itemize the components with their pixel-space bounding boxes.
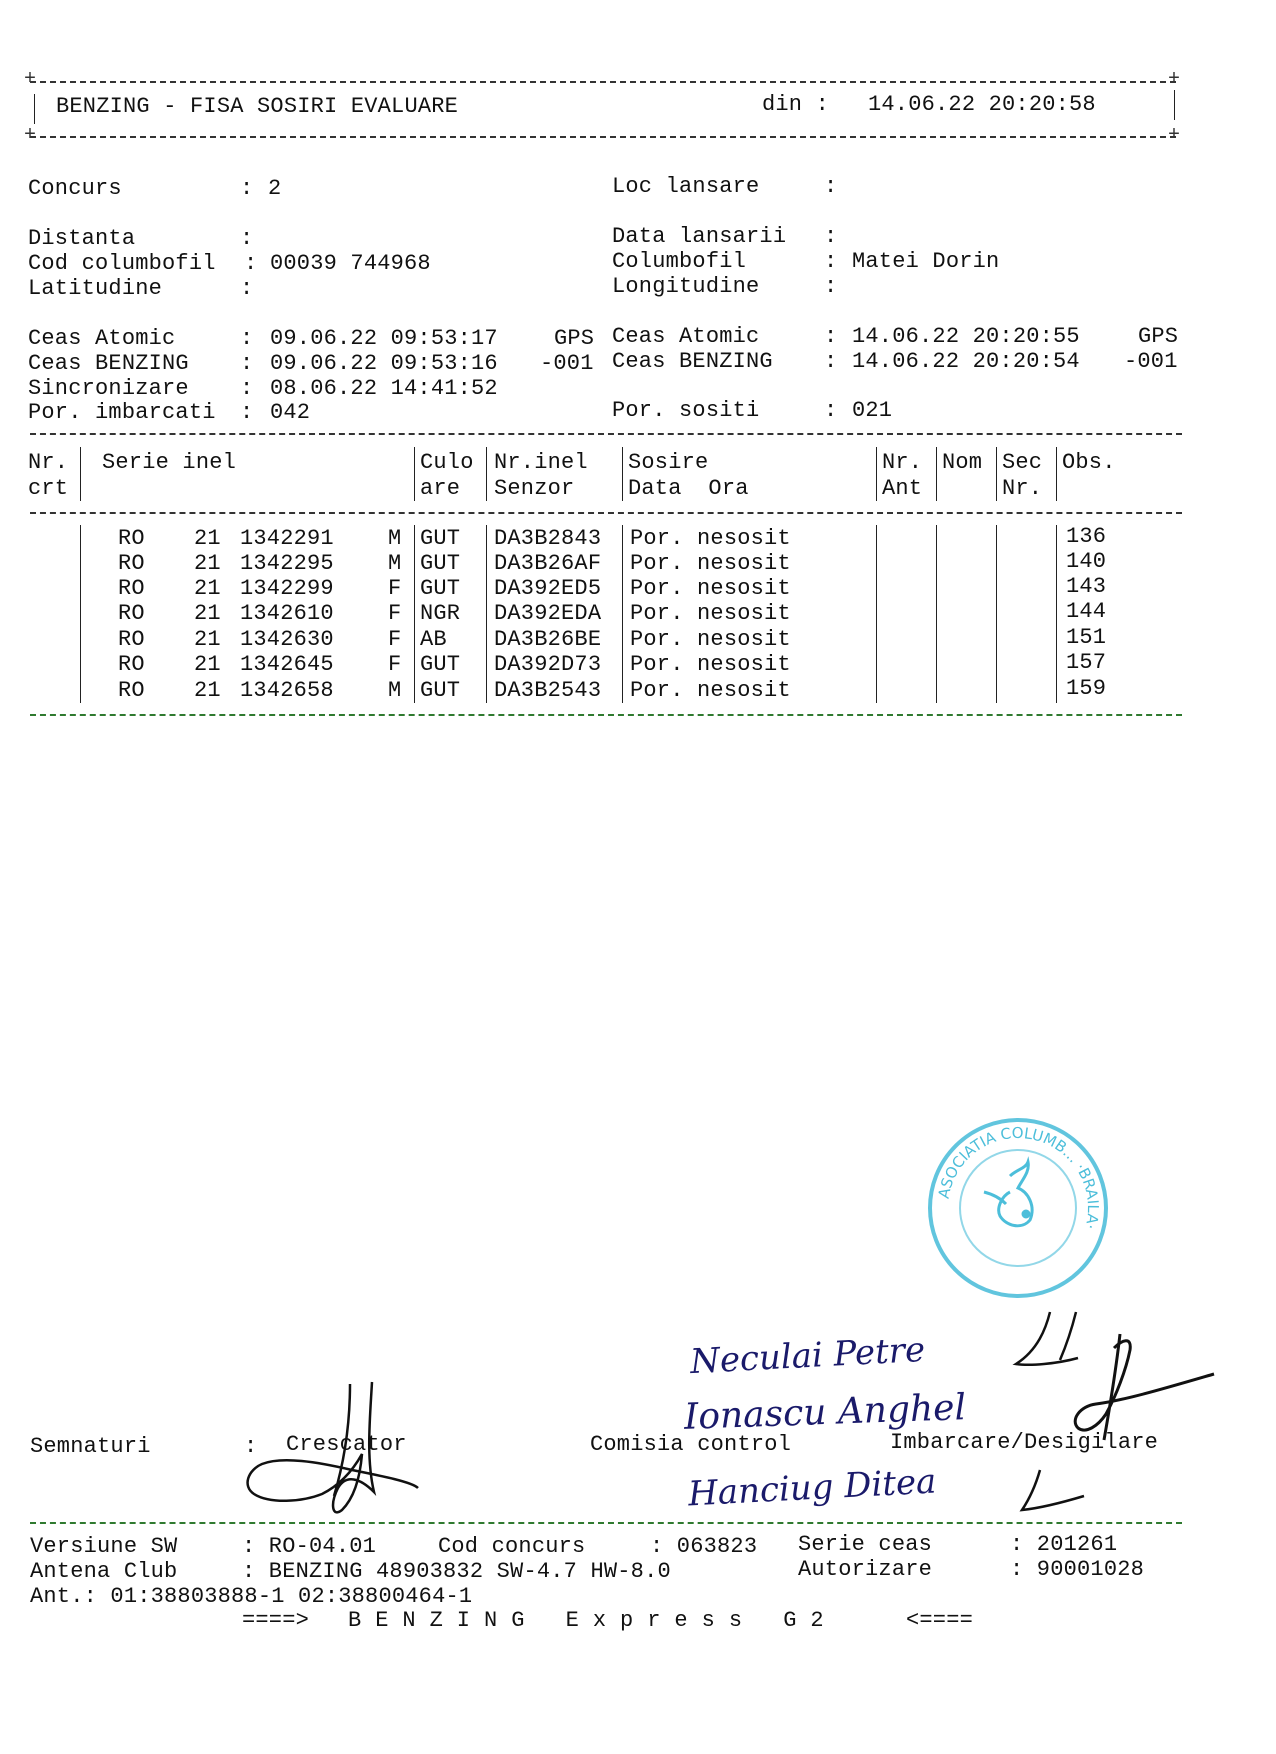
sincronizare-label: Sincronizare <box>28 376 189 401</box>
columbofil-value: Matei Dorin <box>852 249 1000 274</box>
por-imbarcati-value: 042 <box>270 400 311 425</box>
cell-obs: 144 <box>1066 599 1107 624</box>
express-arrow-left: ====> <box>242 1608 310 1633</box>
distanta-sep: : <box>240 226 254 251</box>
col-sep <box>876 525 877 703</box>
cell-senzor: DA3B26AF <box>494 551 602 576</box>
concurs-sep: : <box>240 176 254 201</box>
data-lansarii-sep: : <box>824 224 838 249</box>
col-header-serie: Serie inel <box>102 450 237 475</box>
corner-mark: + <box>1168 124 1181 147</box>
cell-obs: 159 <box>1066 676 1107 701</box>
document-title: BENZING - FISA SOSIRI EVALUARE <box>56 94 459 119</box>
cod-columbofil-value: 00039 744968 <box>270 251 431 276</box>
distanta-label: Distanta <box>28 226 136 251</box>
serie-ceas-value: : 201261 <box>1010 1532 1118 1557</box>
concurs-value: 2 <box>268 176 282 201</box>
col-sep <box>996 525 997 703</box>
cell-tara: RO <box>118 551 145 576</box>
pigeon-icon <box>984 1162 1032 1226</box>
express-arrow-right: <==== <box>906 1608 974 1633</box>
col-header-nom: Nom <box>942 450 983 475</box>
por-sositi-sep: : <box>824 398 838 423</box>
ceas-atomic-start-label: Ceas Atomic <box>28 326 176 351</box>
concurs-label: Concurs <box>28 176 122 201</box>
sincronizare-sep: : <box>240 376 254 401</box>
col-sep <box>936 447 937 501</box>
cell-sex: M <box>388 526 402 551</box>
col-header-nr-crt: Nr. <box>28 450 69 475</box>
association-stamp <box>918 1108 1118 1308</box>
cell-an: 21 <box>194 652 221 677</box>
col-sep <box>996 447 997 501</box>
table-bottom-rule <box>30 714 1182 716</box>
col-header-sec-nr: Sec <box>1002 450 1043 475</box>
col-header-culoare: Culo <box>420 450 474 475</box>
handwritten-name: Ionascu Anghel <box>683 1387 967 1438</box>
col-sep <box>1056 447 1057 501</box>
ceas-atomic-end-value: 14.06.22 20:20:55 <box>852 324 1080 349</box>
cell-obs: 143 <box>1066 574 1107 599</box>
cell-sosire: Por. nesosit <box>630 576 791 601</box>
imbarcare-signature <box>1066 1330 1216 1460</box>
col-sep <box>486 447 487 501</box>
ceas-atomic-end-label: Ceas Atomic <box>612 324 760 349</box>
antena-club-value: : BENZING 48903832 SW-4.7 HW-8.0 <box>242 1559 671 1584</box>
col-sep <box>486 525 487 703</box>
cell-sosire: Por. nesosit <box>630 678 791 703</box>
handwritten-name: Hanciug Ditea <box>687 1461 938 1515</box>
data-lansarii-label: Data lansarii <box>612 224 787 249</box>
ceas-benzing-end-label: Ceas BENZING <box>612 349 773 374</box>
cell-culoare: GUT <box>420 551 461 576</box>
cell-senzor: DA3B26BE <box>494 627 602 652</box>
ceas-benzing-start-extra: -001 <box>540 351 594 376</box>
col-header-nr-ant-2: Ant <box>882 476 923 501</box>
col-header-nr-inel-2: Senzor <box>494 476 575 501</box>
cell-tara: RO <box>118 526 145 551</box>
crescator-label: Crescator <box>286 1432 407 1457</box>
col-header-sosire-2: Data Ora <box>628 476 749 501</box>
cell-an: 21 <box>194 526 221 551</box>
semnaturi-sep: : <box>244 1434 258 1459</box>
ceas-benzing-end-sep: : <box>824 349 838 374</box>
col-sep <box>414 525 415 703</box>
ceas-benzing-end-value: 14.06.22 20:20:54 <box>852 349 1080 374</box>
por-imbarcati-label: Por. imbarcati <box>28 400 216 425</box>
imbarcare-label: Imbarcare/Desigilare <box>890 1430 1159 1455</box>
antenna-ids: Ant.: 01:38803888-1 02:38800464-1 <box>30 1584 473 1609</box>
cell-nr: 1342630 <box>240 627 334 652</box>
express-title: BENZING Express G2 <box>348 1608 838 1633</box>
columbofil-label: Columbofil <box>612 249 747 274</box>
header-bottom-rule <box>30 136 1176 138</box>
cell-tara: RO <box>118 627 145 652</box>
cell-nr: 1342645 <box>240 652 334 677</box>
cell-an: 21 <box>194 678 221 703</box>
header-top-rule <box>30 81 1176 83</box>
cell-sosire: Por. nesosit <box>630 627 791 652</box>
footer-top-rule <box>30 1522 1182 1524</box>
col-header-nr-ant: Nr. <box>882 450 923 475</box>
ceas-atomic-start-sep: : <box>240 326 254 351</box>
stamp-inner-ring <box>960 1150 1076 1266</box>
col-sep <box>622 525 623 703</box>
col-header-nr-inel: Nr.inel <box>494 450 588 475</box>
corner-mark: + <box>1168 68 1181 91</box>
ceas-benzing-start-sep: : <box>240 351 254 376</box>
col-sep <box>622 447 623 501</box>
cell-obs: 140 <box>1066 549 1107 574</box>
cell-sex: F <box>388 652 402 677</box>
cell-sex: F <box>388 576 402 601</box>
cell-an: 21 <box>194 551 221 576</box>
table-header-rule <box>30 512 1182 514</box>
cell-nr: 1342291 <box>240 526 334 551</box>
col-header-sosire: Sosire <box>628 450 709 475</box>
date-value: 14.06.22 20:20:58 <box>868 92 1096 117</box>
cell-culoare: AB <box>420 627 447 652</box>
col-header-nr-crt-2: crt <box>28 476 69 501</box>
cell-sex: F <box>388 627 402 652</box>
date-label: din : <box>762 92 830 117</box>
ceas-atomic-start-value: 09.06.22 09:53:17 <box>270 326 498 351</box>
cell-nr: 1342610 <box>240 601 334 626</box>
cell-culoare: NGR <box>420 601 461 626</box>
col-sep <box>876 447 877 501</box>
stamp-outer-ring <box>930 1120 1106 1296</box>
crescator-signature <box>242 1378 422 1528</box>
cell-tara: RO <box>118 576 145 601</box>
cell-culoare: GUT <box>420 652 461 677</box>
antena-club-label: Antena Club <box>30 1559 178 1584</box>
ceas-benzing-end-extra: -001 <box>1124 349 1178 374</box>
cell-senzor: DA392D73 <box>494 652 602 677</box>
versiune-sw-value: : RO-04.01 <box>242 1534 377 1559</box>
cell-obs: 136 <box>1066 524 1107 549</box>
cell-tara: RO <box>118 678 145 703</box>
cell-an: 21 <box>194 576 221 601</box>
col-sep <box>1056 525 1057 703</box>
cell-nr: 1342295 <box>240 551 334 576</box>
cell-an: 21 <box>194 601 221 626</box>
col-header-obs: Obs. <box>1062 450 1116 475</box>
col-sep <box>936 525 937 703</box>
cell-senzor: DA3B2543 <box>494 678 602 703</box>
latitudine-sep: : <box>240 276 254 301</box>
col-header-sec-nr-2: Nr. <box>1002 476 1043 501</box>
columbofil-sep: : <box>824 249 838 274</box>
cod-concurs-label: Cod concurs <box>438 1534 586 1559</box>
col-header-culoare-2: are <box>420 476 461 501</box>
cell-tara: RO <box>118 652 145 677</box>
sincronizare-value: 08.06.22 14:41:52 <box>270 376 498 401</box>
cell-tara: RO <box>118 601 145 626</box>
por-sositi-label: Por. sositi <box>612 398 760 423</box>
por-imbarcati-sep: : <box>240 400 254 425</box>
col-sep <box>414 447 415 501</box>
corner-mark: + <box>24 68 37 91</box>
cell-sosire: Por. nesosit <box>630 601 791 626</box>
header-left-border <box>34 94 35 124</box>
ceas-atomic-end-sep: : <box>824 324 838 349</box>
cell-nr: 1342658 <box>240 678 334 703</box>
cell-sex: F <box>388 601 402 626</box>
cell-senzor: DA392ED5 <box>494 576 602 601</box>
cell-obs: 151 <box>1066 625 1107 650</box>
cell-culoare: GUT <box>420 576 461 601</box>
versiune-sw-label: Versiune SW <box>30 1534 178 1559</box>
cell-nr: 1342299 <box>240 576 334 601</box>
latitudine-label: Latitudine <box>28 276 163 301</box>
cell-culoare: GUT <box>420 526 461 551</box>
longitudine-label: Longitudine <box>612 274 760 299</box>
table-top-rule <box>30 433 1182 435</box>
stamp-text: ASOCIATIA COLUMB... ·BRAILA· <box>934 1123 1103 1232</box>
hanciug-mark <box>1012 1466 1092 1516</box>
longitudine-sep: : <box>824 274 838 299</box>
col-sep <box>80 447 81 501</box>
cell-culoare: GUT <box>420 678 461 703</box>
header-right-border <box>1174 90 1175 120</box>
serie-ceas-label: Serie ceas <box>798 1532 933 1557</box>
loc-lansare-label: Loc lansare <box>612 174 760 199</box>
ceas-benzing-start-value: 09.06.22 09:53:16 <box>270 351 498 376</box>
cod-columbofil-sep: : <box>244 251 258 276</box>
por-sositi-value: 021 <box>852 398 893 423</box>
cell-sex: M <box>388 551 402 576</box>
cell-an: 21 <box>194 627 221 652</box>
cell-sosire: Por. nesosit <box>630 526 791 551</box>
cell-sosire: Por. nesosit <box>630 652 791 677</box>
ceas-benzing-start-label: Ceas BENZING <box>28 351 189 376</box>
cell-sex: M <box>388 678 402 703</box>
ceas-atomic-end-extra: GPS <box>1138 324 1179 349</box>
cell-sosire: Por. nesosit <box>630 551 791 576</box>
cod-concurs-value: : 063823 <box>650 1534 758 1559</box>
cod-columbofil-label: Cod columbofil <box>28 251 216 276</box>
semnaturi-label: Semnaturi <box>30 1434 151 1459</box>
cell-senzor: DA3B2843 <box>494 526 602 551</box>
corner-mark: + <box>24 124 37 147</box>
autorizare-value: : 90001028 <box>1010 1557 1145 1582</box>
col-sep <box>80 525 81 703</box>
cell-obs: 157 <box>1066 650 1107 675</box>
autorizare-label: Autorizare <box>798 1557 933 1582</box>
loc-lansare-sep: : <box>824 174 838 199</box>
comisia-control-label: Comisia control <box>590 1432 792 1457</box>
cell-senzor: DA392EDA <box>494 601 602 626</box>
ceas-atomic-start-extra: GPS <box>554 326 595 351</box>
handwritten-name: Neculai Petre <box>689 1329 927 1383</box>
